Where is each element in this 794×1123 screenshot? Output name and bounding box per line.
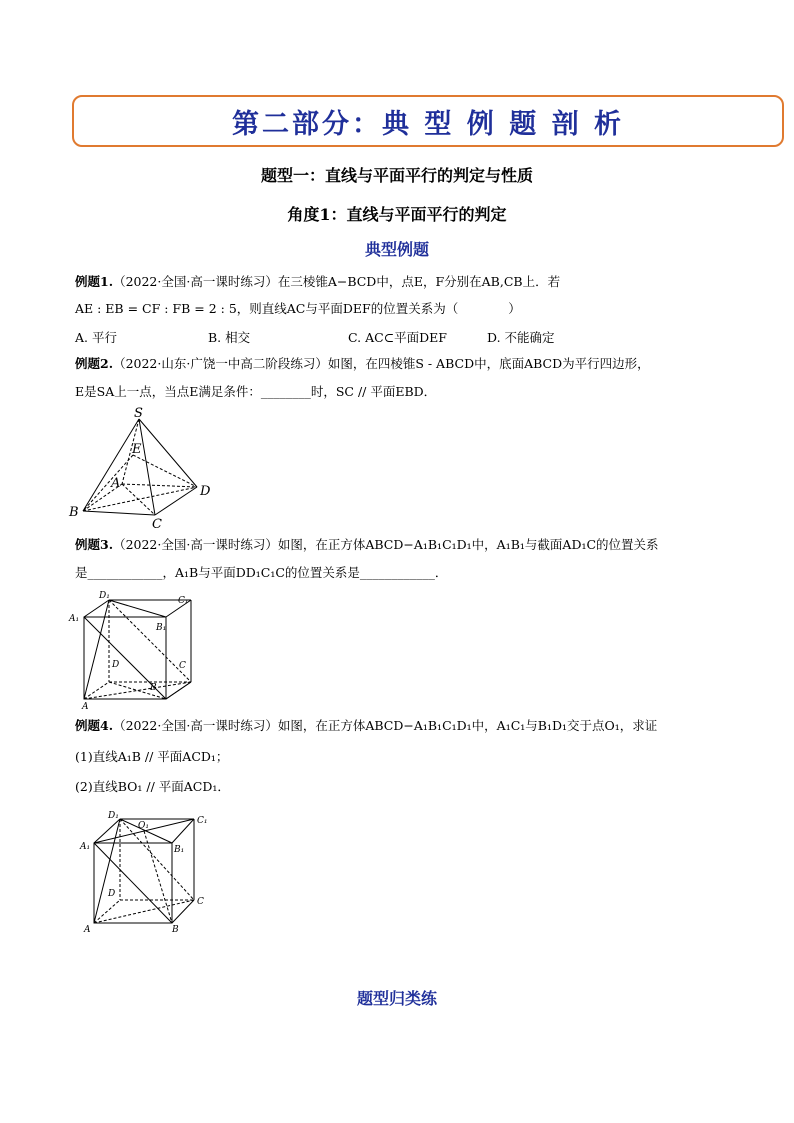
fig3-label-c1: C₁ (178, 596, 189, 606)
fig4-label-o1: O₁ (138, 821, 149, 831)
example4-source: （2022·全国·高一课时练习） (113, 718, 278, 733)
fig4-label-c1: C₁ (197, 816, 208, 826)
example3-label: 例题3. (75, 537, 114, 552)
example4-sub1: (1)直线A₁B // 平面ACD₁； (75, 749, 229, 764)
example1-source: （2022·全国·高一课时练习） (113, 274, 278, 289)
fig4-label-b: B (172, 925, 179, 935)
fig4-label-d1: D₁ (108, 811, 119, 821)
fig3-label-b1: B₁ (156, 623, 167, 633)
example1-option-d: D. 不能确定 (487, 330, 555, 345)
fig2-label-c: C (152, 517, 162, 530)
section-title: 第二部分：典 型 例 题 剖 析 (232, 108, 624, 140)
fig2-label-d: D (200, 484, 211, 499)
section-title-box (72, 95, 784, 147)
fig3-label-a: A (82, 702, 89, 710)
cube-figure-2 (78, 805, 218, 935)
fig3-label-c: C (179, 661, 186, 671)
fig4-label-a1: A₁ (80, 842, 91, 852)
example4-text1: 如图，在正方体ABCD−A₁B₁C₁D₁中，A₁C₁与B₁D₁交于点O₁，求证 (277, 718, 658, 733)
fig3-label-d: D (112, 660, 120, 670)
example2-line2: E是SA上一点，当点E满足条件：________时，SC // 平面EBD． (75, 384, 437, 399)
heading-typical-examples: 典型例题 (364, 240, 429, 259)
example1-option-c: C. AC⊂平面DEF (348, 330, 447, 345)
example1-line2: AE : EB = CF : FB = 2 : 5，则直线AC与平面DEF的位置关系为（ ） (75, 301, 521, 316)
example1-option-b: B. 相交 (208, 330, 251, 345)
example4-sub2: (2)直线BO₁ // 平面ACD₁． (75, 779, 230, 794)
fig4-label-d: D (108, 889, 116, 899)
example3-source: （2022·全国·高一课时练习） (113, 537, 278, 552)
example1-text1: 在三棱锥A−BCD中，点E，F分别在AB,CB上．若 (277, 274, 561, 289)
example2-line1 (75, 356, 650, 372)
example3-line2: 是____________，A₁B与平面DD₁C₁C的位置关系是____________． (75, 565, 448, 580)
fig3-label-a1: A₁ (69, 614, 80, 624)
example1-label: 例题1. (75, 274, 114, 289)
example2-source: （2022·山东·广饶一中高二阶段练习） (113, 356, 328, 371)
fig4-label-a: A (84, 925, 91, 935)
fig2-label-e: E (132, 442, 142, 457)
fig2-label-s: S (134, 406, 143, 421)
example2-label: 例题2. (75, 356, 114, 371)
fig3-label-b: B (150, 683, 157, 693)
cube-figure-1 (66, 590, 206, 710)
fig4-label-c: C (197, 897, 204, 907)
example3-line1 (75, 537, 659, 553)
example4-label: 例题4. (75, 718, 114, 733)
example4-line1 (75, 718, 657, 734)
heading-angle: 角度1：直线与平面平行的判定 (287, 205, 507, 224)
fig2-label-b: B (69, 505, 79, 520)
heading-classified-practice: 题型归类练 (356, 989, 437, 1008)
example2-text1: 如图，在四棱锥S - ABCD中，底面ABCD为平行四边形， (327, 356, 650, 371)
fig4-label-b1: B₁ (174, 845, 185, 855)
pyramid-figure (66, 405, 226, 530)
fig2-label-a: A (111, 476, 121, 491)
example3-text1: 如图，在正方体ABCD−A₁B₁C₁D₁中，A₁B₁与截面AD₁C的位置关系 (277, 537, 659, 552)
heading-question-type: 题型一：直线与平面平行的判定与性质 (260, 166, 533, 185)
fig3-label-d1: D₁ (99, 591, 110, 601)
example1-line1 (75, 274, 560, 290)
example1-option-a: A. 平行 (75, 330, 117, 345)
